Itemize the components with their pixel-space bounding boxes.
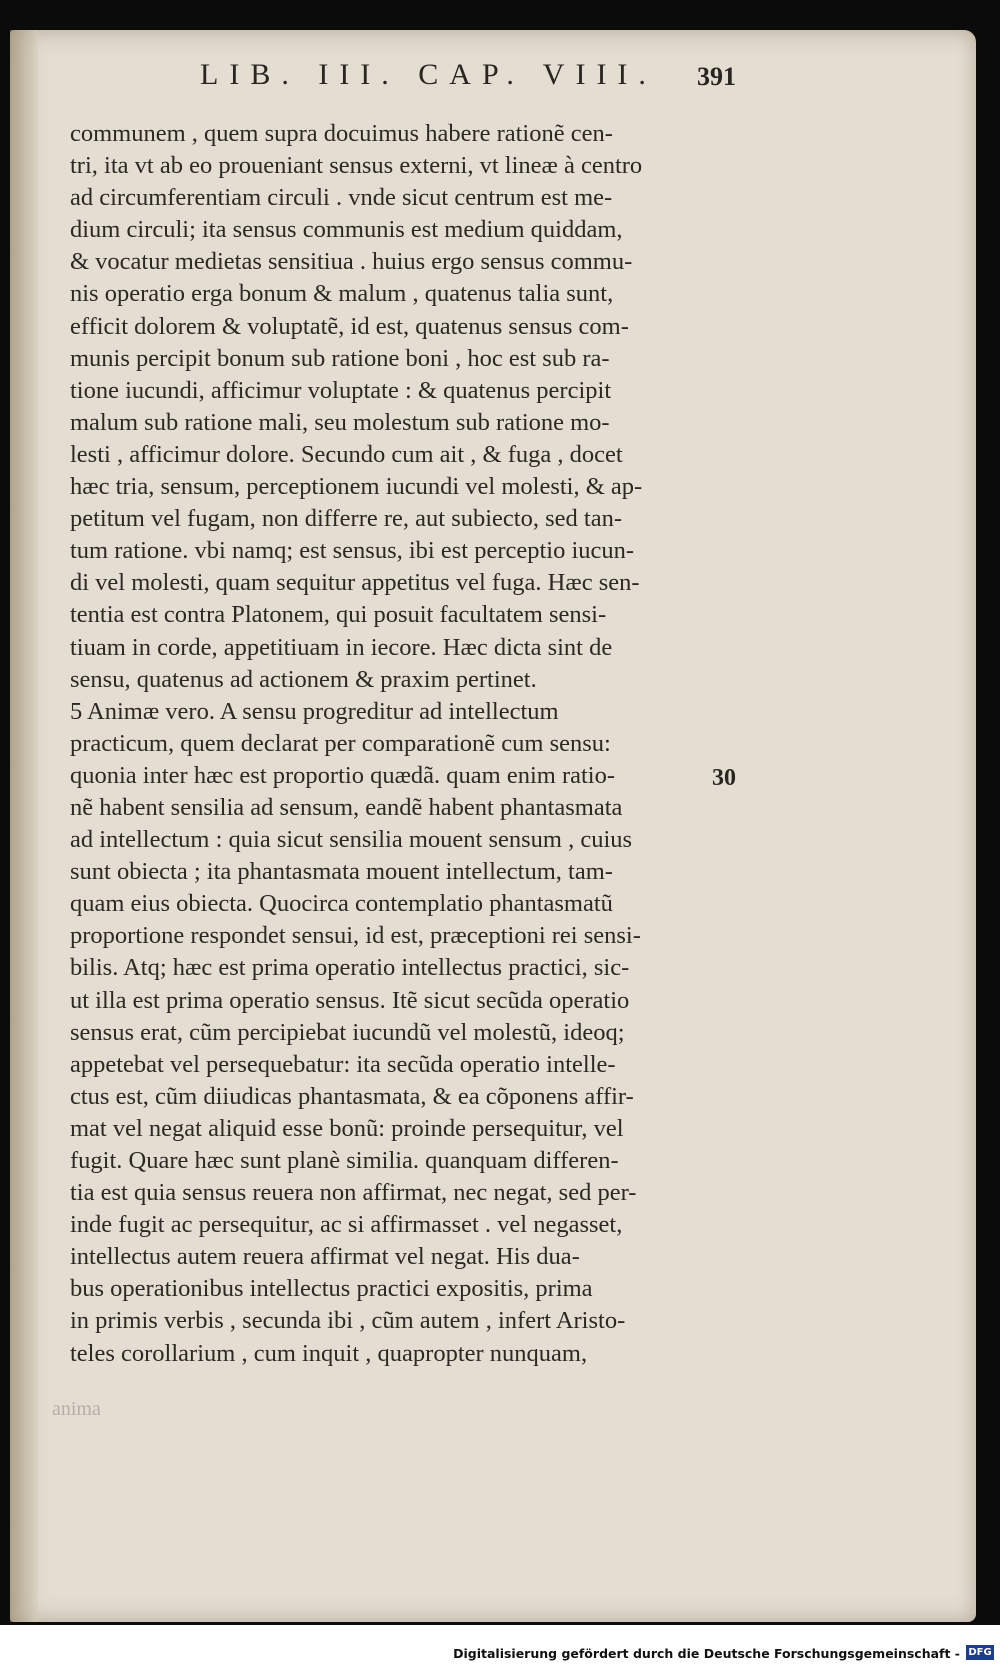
- running-title: LIB. III. CAP. VIII.: [200, 58, 657, 91]
- text-line: quam eius obiecta. Quocirca contemplatio phantasmatũ: [70, 890, 613, 918]
- text-line: malum sub ratione mali, seu molestum sub ratione mo-: [70, 408, 610, 436]
- page-gutter-shadow: [10, 30, 38, 1622]
- text-line: in primis verbis , secunda ibi , cũm autem , infert Aristo-: [70, 1307, 626, 1335]
- text-line: bilis. Atq; hæc est prima operatio intellectus practici, sic-: [70, 954, 630, 982]
- text-line: tum ratione. vbi namq; est sensus, ibi est perceptio iucun-: [70, 537, 635, 565]
- text-line: appetebat vel persequebatur: ita secũda operatio intelle-: [70, 1050, 616, 1078]
- text-line: intellectus autem reuera affirmat vel negat. His dua-: [70, 1243, 580, 1271]
- text-line: practicum, quem declarat per comparationẽ cum sensu:: [70, 729, 611, 757]
- text-line: communem , quem supra docuimus habere rationẽ cen-: [70, 120, 613, 147]
- text-line: fugit. Quare hæc sunt planè similia. quanquam differen-: [70, 1147, 619, 1174]
- text-line: sensu, quatenus ad actionem & praxim pertinet.: [70, 665, 537, 693]
- text-line: bus operationibus intellectus practici expositis, prima: [70, 1275, 593, 1303]
- text-line: hæc tria, sensum, perceptionem iucundi vel molesti, & ap-: [70, 473, 643, 501]
- text-line: di vel molesti, quam sequitur appetitus vel fuga. Hæc sen-: [70, 569, 640, 597]
- text-line: tri, ita vt ab eo proueniant sensus externi, vt lineæ à centro: [70, 152, 643, 180]
- text-line: proportione respondet sensui, id est, præceptioni rei sensi-: [70, 922, 641, 950]
- funding-credit: Digitalisierung gefördert durch die Deutsche Forschungsgemeinschaft -: [453, 1646, 960, 1661]
- text-line: petitum vel fugam, non differre re, aut subiecto, sed tan-: [70, 505, 622, 533]
- text-line: tentia est contra Platonem, qui posuit facultatem sensi-: [70, 601, 607, 629]
- text-line: nis operatio erga bonum & malum , quatenus talia sunt,: [70, 280, 614, 308]
- text-line: ctus est, cũm diiudicas phantasmata, & ea cõponens affir-: [70, 1082, 634, 1110]
- text-line: tione iucundi, afficimur voluptate : & quatenus percipit: [70, 376, 612, 404]
- text-line: mat vel negat aliquid esse bonũ: proinde persequitur, vel: [70, 1114, 624, 1142]
- text-line: & vocatur medietas sensitiua . huius ergo sensus commu-: [70, 248, 633, 276]
- text-line: ad intellectum : quia sicut sensilia mouent sensum , cuius: [70, 826, 633, 854]
- text-line: tia est quia sensus reuera non affirmat, nec negat, sed per-: [70, 1179, 637, 1207]
- margin-note-number: 30: [712, 765, 736, 791]
- text-line: sunt obiecta ; ita phantasmata mouent intellectum, tam-: [70, 858, 613, 886]
- text-line: quonia inter hæc est proportio quædã. quam enim ratio-: [70, 761, 616, 789]
- text-line: tiuam in corde, appetitiuam in iecore. Hæc dicta sint de: [70, 633, 613, 661]
- text-line: efficit dolorem & voluptatẽ, id est, quatenus sensus com-: [70, 312, 629, 340]
- dfg-logo-icon: DFG: [966, 1645, 994, 1660]
- text-line: ad circumferentiam circuli . vnde sicut centrum est me-: [70, 184, 613, 212]
- text-line: munis percipit bonum sub ratione boni , hoc est sub ra-: [70, 344, 610, 372]
- text-line: ut illa est prima operatio sensus. Itẽ sicut secũda operatio: [70, 986, 630, 1014]
- body-text: [70, 118, 730, 1370]
- text-line: nẽ habent sensilia ad sensum, eandẽ habent phantasmata: [70, 793, 623, 821]
- catchword: anima: [52, 1398, 101, 1420]
- text-line: 5 Animæ vero. A sensu progreditur ad intellectum: [70, 697, 559, 725]
- text-line: sensus erat, cũm percipiebat iucundũ vel molestũ, ideoq;: [70, 1018, 625, 1046]
- text-line: dium circuli; ita sensus communis est medium quiddam,: [70, 216, 623, 244]
- text-line: inde fugit ac persequitur, ac si affirmasset . vel negasset,: [70, 1211, 623, 1239]
- text-line: teles corollarium , cum inquit , quapropter nunquam,: [70, 1339, 588, 1367]
- page-number: 391: [697, 62, 736, 91]
- text-line: lesti , afficimur dolore. Secundo cum ait , & fuga , docet: [70, 440, 623, 468]
